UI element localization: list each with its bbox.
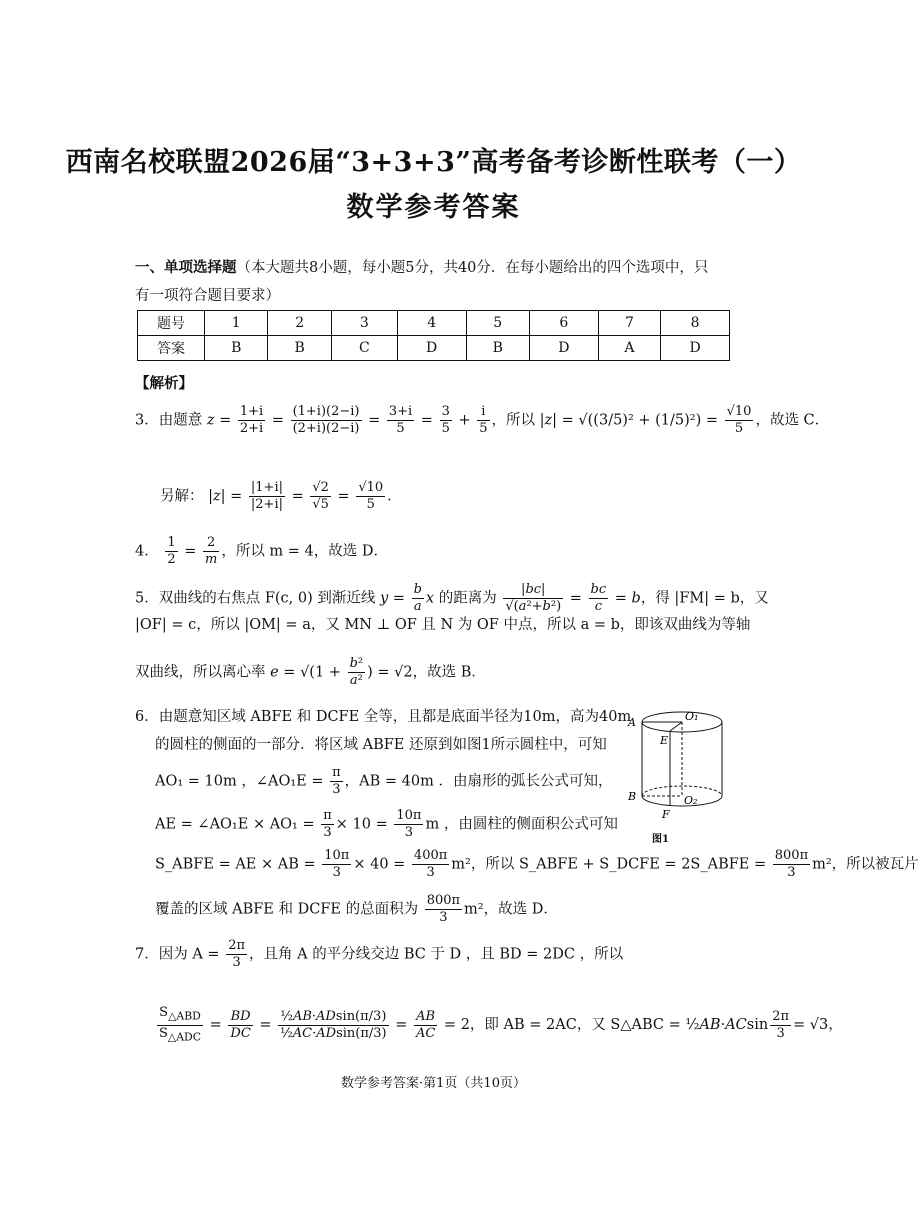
q3-middle: ，所以 (491, 412, 536, 429)
cylinder-figure (622, 706, 732, 841)
formula-fraction: $\frac{|bc|}{\text{√(a²+b²)}}$ (505, 582, 562, 614)
formula-fraction: $\frac{10\pi}{3}$ (396, 808, 422, 840)
formula-fraction: $\frac{1}{2}$ (167, 535, 176, 567)
q5-line-3: 双曲线，所以离心率 e = √(1 + $\frac{\text{b²}}{\text{a²}}$ ) = √2，故选 B． (135, 656, 486, 688)
formula-fraction: $\frac{3}{5}$ (441, 404, 450, 436)
q3-line: 3．由题意 z = $\frac{1+i}{2+i}$ = $\frac{(1+i)(2-i)}{(2+i)(2-i)}$ = $\frac{3+i}{5}$ = $\frac{3}{5}$ + $\frac{i}{5}$ ，所以 |z| = √((3/5)² + (1/5)²) = $\frac{√10}{5}$ ，故选 C． (135, 404, 830, 436)
section-title: 一、单项选择题 (135, 259, 237, 276)
q6-text: ，AB = 40m ．由扇形的弧长公式可知， (344, 773, 613, 790)
q6-text: m²，所以 S_ABFE + S_DCFE = 2S_ABFE = (451, 856, 767, 873)
formula-fraction: $\frac{400\pi}{3}$ (413, 848, 448, 880)
label-e: E (660, 734, 669, 747)
q6-text: 覆盖的区域 ABFE 和 DCFE 的总面积为 (155, 901, 419, 918)
formula-fraction: $\frac{800\pi}{3}$ (426, 893, 461, 925)
formula-fraction: $\frac{2\pi}{3}$ (228, 938, 246, 970)
q7-line-1 (135, 938, 623, 971)
formula-fraction: $\frac{√10}{5}$ (726, 404, 752, 436)
q6-line-3 (155, 765, 612, 798)
table-cell: C (331, 336, 397, 361)
label-f: F (662, 808, 670, 821)
q6-line-4 (155, 808, 618, 841)
q6-text: × 40 = (353, 856, 406, 873)
table-cell: B (205, 336, 268, 361)
table-cell: 7 (598, 311, 661, 336)
table-cell: 5 (466, 311, 529, 336)
q5-line-2: |OF| = c，所以 |OM| = a，又 MN ⊥ OF 且 N 为 OF 中点，所以 a = b，即该双曲线为等轴 (135, 617, 751, 633)
formula-fraction: $\frac{2}{m}$ (205, 535, 218, 567)
label-o1: O₁ (685, 710, 699, 723)
q3-prefix: 3．由题意 (135, 412, 203, 429)
formula-fraction: $\frac{BD}{DC}$ (230, 1008, 251, 1041)
q6-text: AO₁ = 10m ，∠AO₁E = (155, 773, 324, 790)
q7-text: ，且角 A 的平分线交边 BC 于 D ，且 BD = 2DC ，所以 (249, 946, 624, 963)
table-row (138, 336, 730, 361)
table-cell: 6 (529, 311, 598, 336)
table-cell: D (397, 336, 466, 361)
formula-fraction: $\frac{\pi}{3}$ (332, 765, 341, 797)
q3-alt-suffix: ． (387, 488, 402, 505)
formula-fraction: $\frac{√2}{√5}$ (312, 480, 329, 512)
formula-fraction: $\frac{\text{½AB·ADsin(π/3)}}{\text{½AC·ADsin(π/3)}}$ (280, 1008, 387, 1041)
formula-fraction: $\frac{2\pi}{3}$ (772, 1008, 790, 1041)
q4-suffix: ，所以 m = 4，故选 D． (221, 543, 389, 560)
table-cell: 2 (268, 311, 331, 336)
q7-text: ，即 AB = 2AC，又 S△ABC = (469, 1017, 681, 1034)
radius-e (670, 722, 682, 731)
formula-fraction: $\frac{AB}{AC}$ (415, 1008, 436, 1041)
q5-text: 5．双曲线的右焦点 F(c, 0) 到渐近线 (135, 590, 376, 607)
q3-alt-prefix: 另解： (160, 488, 204, 505)
formula-fraction: $\frac{S_{\triangle ABD}}{S_{\triangle ADC}}$ (159, 1005, 202, 1044)
table-cell: A (598, 336, 661, 361)
q6-text: m²，故选 D． (464, 901, 558, 918)
q6-line-6 (155, 893, 558, 926)
q5-text: 双曲线，所以离心率 (135, 664, 266, 681)
formula-fraction: $\frac{i}{5}$ (479, 404, 488, 436)
label-a: A (628, 716, 636, 729)
q7-line-2: $\frac{S_{\triangle ABD}}{S_{\triangle ADC}}$ = $\frac{BD}{DC}$ = $\frac{\text{½AB·ADsin(π/3)}}{\text{½AC·ADsin(π/3)}}$ = $\frac{AB}{AC}$ = 2，即 AB = 2AC，又 S△ABC = ½AB·ACsin $\frac{2\pi}{3}$ = √3， (159, 1005, 843, 1044)
q6-line-5 (155, 848, 919, 881)
q6-line-1: 6．由题意知区域 ABFE 和 DCFE 全等，且都是底面半径为10m，高为40m (135, 709, 632, 725)
label-o2: O₂ (684, 794, 698, 807)
q5-line-1: 5．双曲线的右焦点 F(c, 0) 到渐近线 y = $\frac{b}{a}$ x 的距离为 $\frac{|bc|}{\text{√(a²+b²)}}$ = $\frac{bc}{c}$ = b，得 |FM| = b，又 (135, 582, 769, 614)
section-desc-2: 有一项符合题目要求） (135, 288, 280, 304)
q5-text: ，故选 B． (412, 664, 486, 681)
page-footer: 数学参考答案·第1页（共10页） (341, 1076, 526, 1091)
table-cell: 3 (331, 311, 397, 336)
formula-fraction: $\frac{bc}{c}$ (590, 582, 607, 614)
formula-fraction: $\frac{\text{b²}}{\text{a²}}$ (349, 656, 364, 688)
formula-fraction: $\frac{(1+i)(2-i)}{(2+i)(2-i)}$ (292, 404, 360, 436)
figure-caption: 图1 (652, 834, 669, 845)
analysis-label: 【解析】 (135, 375, 193, 392)
page-subtitle: 数学参考答案 (346, 192, 521, 223)
q4-prefix: 4． (135, 543, 159, 560)
table-cell: D (661, 336, 730, 361)
table-row (138, 311, 730, 336)
section-desc-1: （本大题共8小题，每小题5分，共40分．在每小题给出的四个选项中，只 (236, 260, 709, 276)
row-label-question: 题号 (138, 311, 205, 336)
q7-text: 7．因为 A = (135, 946, 220, 963)
formula-fraction: $\frac{3+i}{5}$ (388, 404, 413, 436)
row-label-answer: 答案 (138, 336, 205, 361)
table-cell: 4 (397, 311, 466, 336)
q7-text: = √3， (793, 1017, 843, 1034)
formula-fraction: $\frac{10\pi}{3}$ (324, 848, 350, 880)
q6-text: × 10 = (335, 816, 388, 833)
table-cell: 1 (205, 311, 268, 336)
formula-fraction: $\frac{800\pi}{3}$ (774, 848, 809, 880)
q6-text: AE = ∠AO₁E × AO₁ = (155, 816, 315, 833)
q3-suffix: ，故选 C． (755, 412, 830, 429)
q6-line-2: 的圆柱的侧面的一部分．将区域 ABFE 还原到如图1所示圆柱中，可知 (155, 737, 607, 753)
formula-fraction: $\frac{\pi}{3}$ (323, 808, 332, 840)
table-cell: B (466, 336, 529, 361)
q3-alt-line: 另解： |z| = $\frac{|1+i|}{|2+i|}$ = $\frac{√2}{√5}$ = $\frac{√10}{5}$ ． (160, 480, 402, 512)
q5-text: 的距离为 (438, 590, 497, 607)
label-b: B (628, 790, 637, 803)
q6-text: m ，由圆柱的侧面积公式可知 (425, 816, 618, 833)
q6-text: S_ABFE = AE × AB = (155, 856, 316, 873)
formula-fraction: $\frac{b}{a}$ (413, 582, 422, 614)
q6-text: m²，所以被瓦片 (812, 856, 919, 873)
page-title: 西南名校联盟2026届“3+3+3”高考备考诊断性联考（一） (65, 147, 802, 178)
table-cell: B (268, 336, 331, 361)
bottom-arc-front (642, 796, 722, 806)
q4-line: 4． $\frac{1}{2}$ = $\frac{2}{m}$ ，所以 m = 4，故选 D． (135, 535, 389, 567)
formula-fraction: $\frac{1+i}{2+i}$ (239, 404, 264, 436)
section-heading (135, 254, 735, 310)
table-cell: D (529, 336, 598, 361)
q5-text: ，得 |FM| = b，又 (640, 590, 769, 607)
formula-fraction: $\frac{√10}{5}$ (358, 480, 384, 512)
formula-fraction: $\frac{|1+i|}{|2+i|}$ (250, 480, 283, 512)
table-cell: 8 (661, 311, 730, 336)
answer-table (137, 310, 730, 361)
